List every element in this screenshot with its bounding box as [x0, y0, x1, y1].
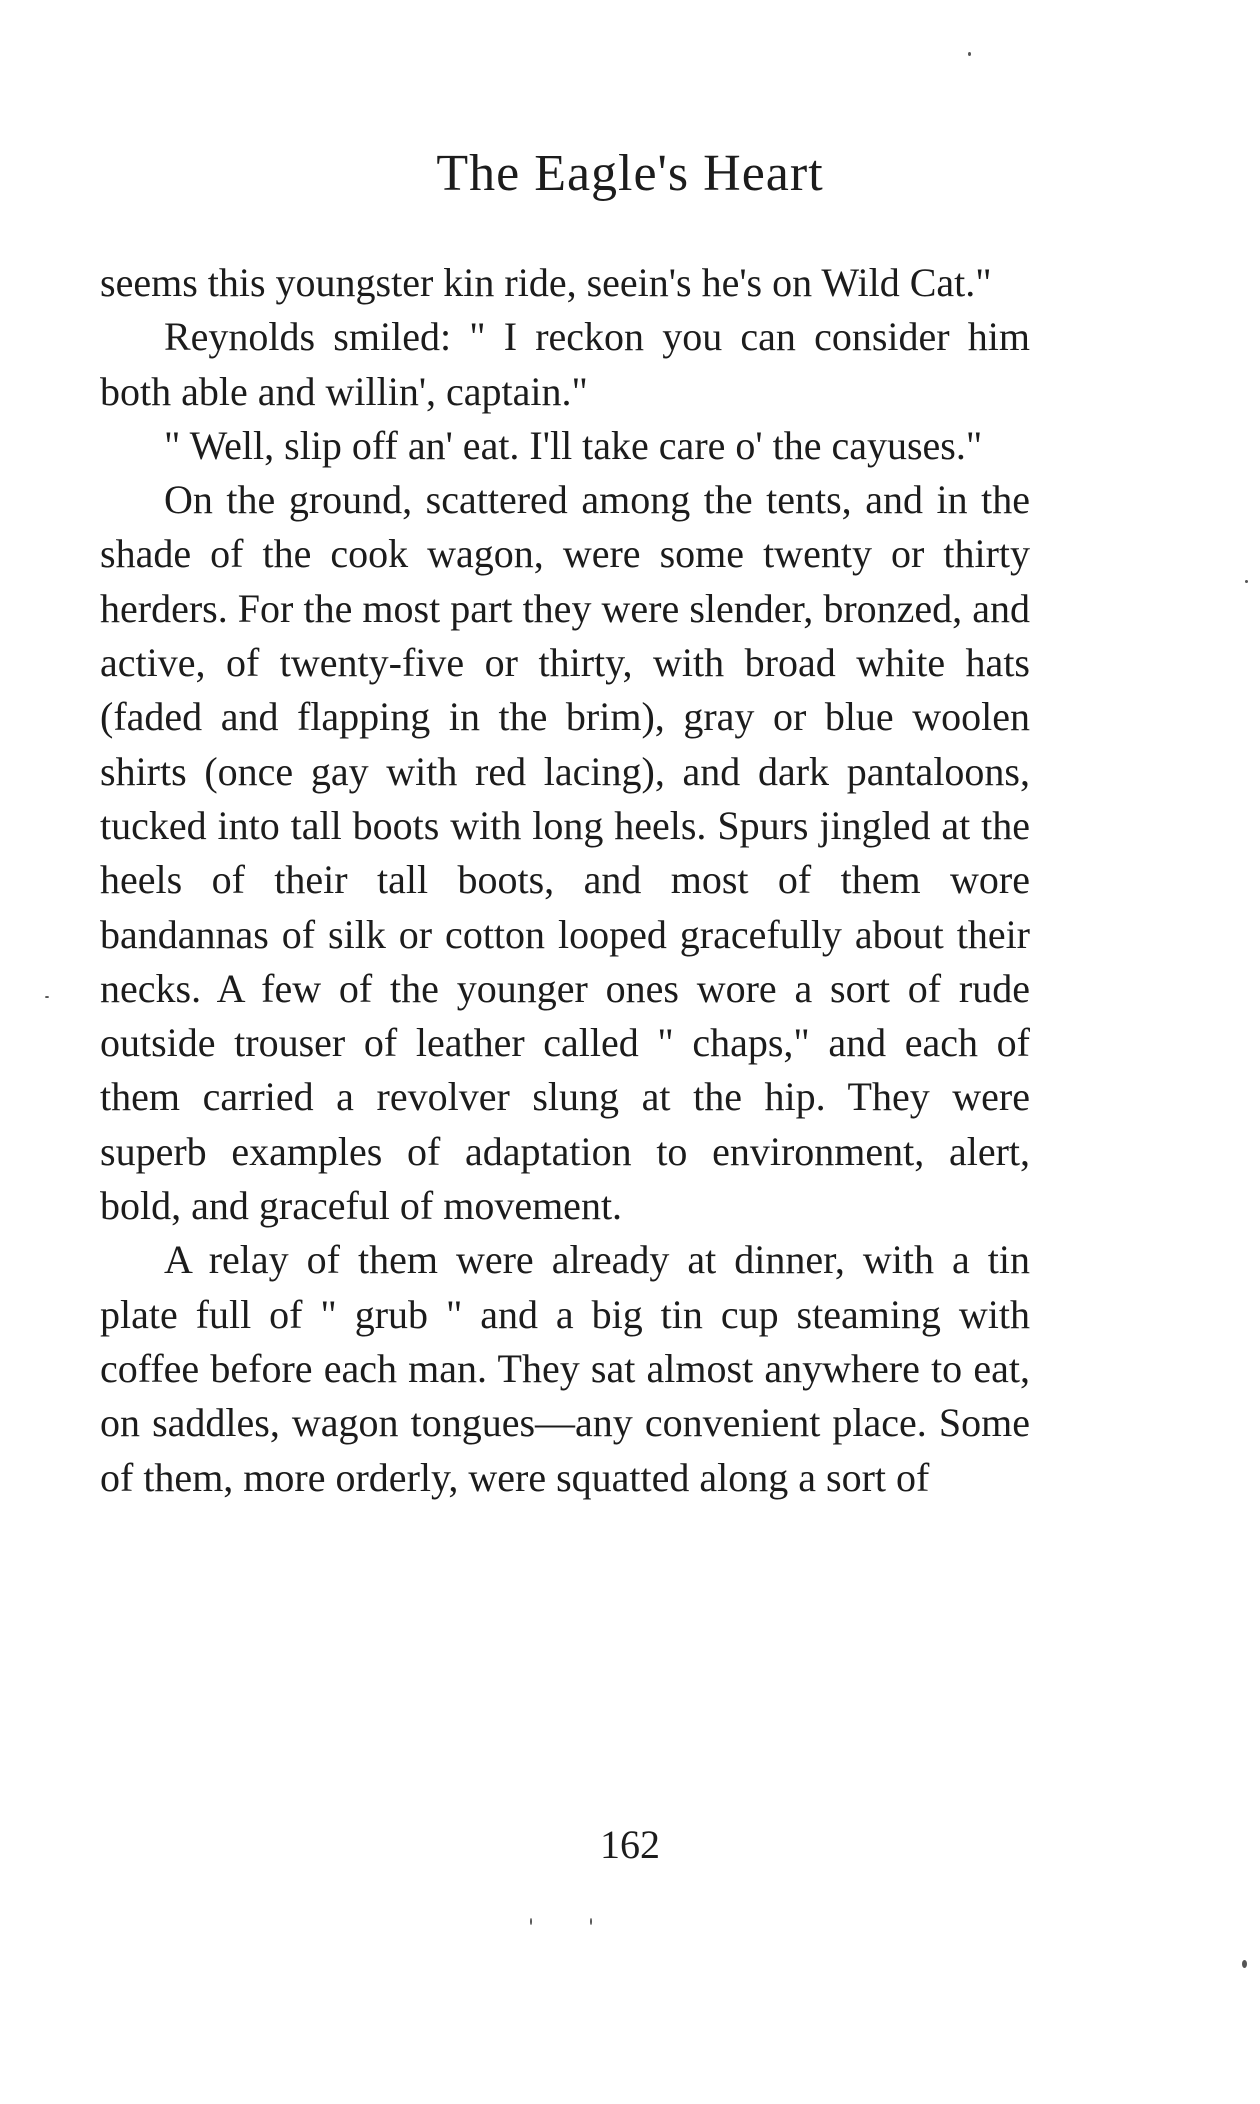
- paragraph: On the ground, scattered among the tents, and in the shade of the cook wagon, were some twenty or thirty herders. For the most part they were slender, bronzed, and active, of twenty-five or thirty, with broad white hats (faded and flapping in the brim), gray or blue woolen shirts (once gay with red lacing), and dark pantaloons, tucked into tall boots with long heels. Spurs jingled at the heels of their tall boots, and most of them wore bandannas of silk or cotton looped gracefully about their necks. A few of the younger ones wore a sort of rude outside trouser of leather called " chaps," and each of them carried a revolver slung at the hip. They were superb examples of adaptation to environment, alert, bold, and graceful of movement.: [100, 477, 1030, 1229]
- scan-speck: [968, 52, 971, 56]
- scan-speck: [1245, 580, 1248, 583]
- scan-speck: [530, 1918, 532, 1925]
- running-title: The Eagle's Heart: [436, 145, 824, 202]
- page-number: 162: [600, 1822, 660, 1867]
- paragraph: A relay of them were already at dinner, with a tin plate full of " grub " and a big tin cup steaming with coffee before each man. They sat almost anywhere to eat, on saddles, wagon tongues—any convenient place. Some of them, more orderly, were squatted along a sort of: [100, 1237, 1030, 1500]
- page-body: [100, 256, 1030, 1505]
- scan-speck: [1242, 1960, 1247, 1968]
- scan-speck: [590, 1918, 592, 1925]
- paragraph-continued: seems this youngster kin ride, seein's he's on Wild Cat.": [100, 260, 992, 305]
- scan-speck: [45, 996, 49, 998]
- paragraph: " Well, slip off an' eat. I'll take care o' the cayuses.": [164, 422, 983, 468]
- paragraph: Reynolds smiled: " I reckon you can consider him both able and willin', captain.": [100, 314, 1030, 414]
